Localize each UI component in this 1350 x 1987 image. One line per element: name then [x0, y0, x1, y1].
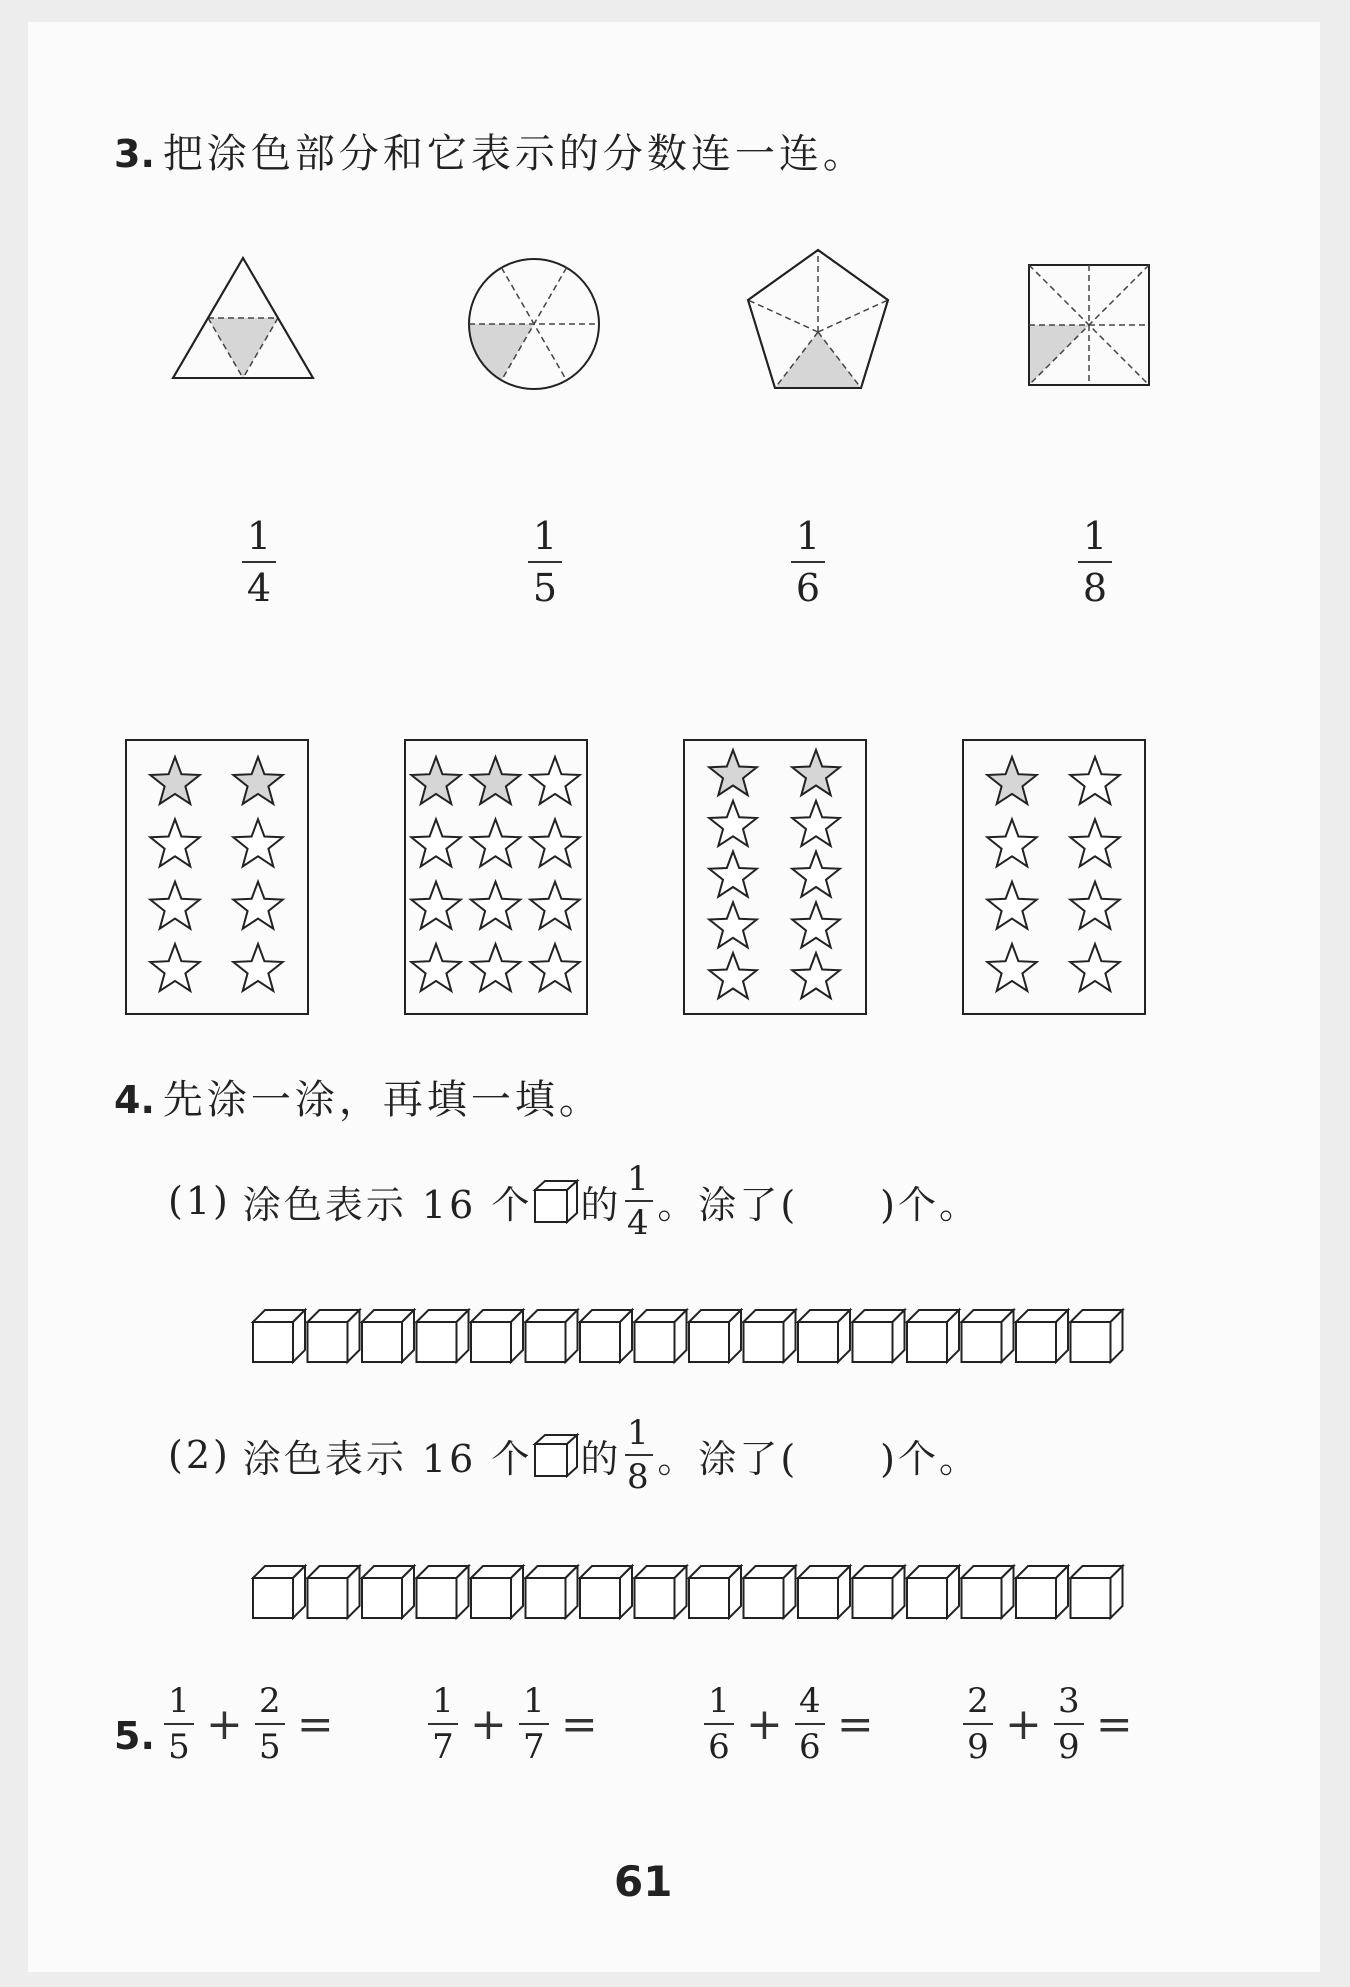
addend-a	[963, 1681, 993, 1767]
fraction-1-5[interactable]	[528, 514, 562, 610]
cube-icon[interactable]	[471, 1566, 523, 1618]
cube-icon[interactable]	[853, 1310, 905, 1362]
star-icon[interactable]	[411, 819, 460, 866]
q5-equation-2	[428, 1681, 610, 1767]
cube-icon[interactable]	[635, 1310, 687, 1362]
part-fraction	[625, 1413, 653, 1497]
star-icon[interactable]	[1070, 757, 1119, 804]
q4-part-1	[168, 1159, 981, 1243]
star-icon[interactable]	[987, 882, 1036, 929]
equals-sign: =	[296, 1698, 334, 1750]
fraction-bar	[963, 1723, 993, 1725]
cube-icon[interactable]	[253, 1310, 305, 1362]
shaded-star-icon[interactable]	[233, 757, 282, 804]
cube-row-2[interactable]	[250, 1563, 1160, 1623]
star-icon[interactable]	[530, 944, 579, 991]
fraction-numerator: 1	[432, 1681, 454, 1721]
shaded-star-icon[interactable]	[709, 750, 757, 795]
shaded-star-icon[interactable]	[987, 757, 1036, 804]
circle-icon[interactable]	[464, 254, 604, 394]
fraction-numerator: 1	[708, 1681, 730, 1721]
triangle-icon[interactable]	[168, 252, 318, 382]
fraction-numerator: 1	[1082, 514, 1108, 558]
plus-sign: +	[1005, 1698, 1042, 1750]
q5-equation-1	[164, 1681, 346, 1767]
fraction-numerator: 2	[967, 1681, 989, 1721]
star-group-box[interactable]	[404, 739, 588, 1015]
star-icon[interactable]	[1070, 882, 1119, 929]
fraction-denominator: 6	[799, 1727, 821, 1767]
fraction-bar	[625, 1200, 653, 1202]
fraction-denominator: 6	[795, 566, 821, 610]
cube-icon[interactable]	[1016, 1310, 1068, 1362]
q4-part-2	[168, 1413, 981, 1497]
cube-icon	[532, 1178, 580, 1224]
star-icon[interactable]	[709, 953, 757, 998]
addend-b	[1054, 1681, 1084, 1767]
fraction-numerator: 1	[627, 1413, 652, 1453]
fraction-1-8[interactable]	[1078, 514, 1112, 610]
cube-icon[interactable]	[417, 1310, 469, 1362]
fraction-numerator: 4	[799, 1681, 821, 1721]
q5-equation-4	[963, 1681, 1145, 1767]
shaded-star-icon[interactable]	[150, 757, 199, 804]
fraction-numerator: 1	[532, 514, 558, 558]
star-icon[interactable]	[530, 819, 579, 866]
fraction-denominator: 9	[967, 1727, 989, 1767]
q4-heading	[114, 1068, 603, 1125]
fraction-numerator: 1	[795, 514, 821, 558]
star-group-box[interactable]	[683, 739, 867, 1015]
cube-icon[interactable]	[853, 1566, 905, 1618]
q5-number: 5.	[114, 1714, 155, 1758]
cube-icon[interactable]	[580, 1310, 632, 1362]
star-icon[interactable]	[792, 801, 840, 846]
fraction-denominator: 7	[523, 1727, 545, 1767]
q5-equation-3	[704, 1681, 886, 1767]
fraction-bar	[428, 1723, 458, 1725]
cube-icon[interactable]	[362, 1310, 414, 1362]
star-group-box[interactable]	[962, 739, 1146, 1015]
cube-icon[interactable]	[526, 1310, 578, 1362]
cube-icon[interactable]	[1016, 1566, 1068, 1618]
cube-icon[interactable]	[1071, 1310, 1123, 1362]
cube-icon[interactable]	[308, 1566, 360, 1618]
fraction-denominator: 6	[708, 1727, 730, 1767]
cube-icon[interactable]	[635, 1566, 687, 1618]
star-icon[interactable]	[233, 819, 282, 866]
star-icon[interactable]	[709, 801, 757, 846]
cube-icon[interactable]	[362, 1566, 414, 1618]
addend-b	[519, 1681, 549, 1767]
fraction-denominator: 4	[246, 566, 272, 610]
q3-heading	[114, 122, 867, 179]
fraction-bar	[704, 1723, 734, 1725]
fraction-denominator: 8	[1082, 566, 1108, 610]
star-icon[interactable]	[987, 944, 1036, 991]
cube-icon[interactable]	[907, 1310, 959, 1362]
star-icon[interactable]	[530, 882, 579, 929]
part-text-after[interactable]: 。涂了( )个。	[657, 1182, 981, 1227]
cube-icon[interactable]	[744, 1310, 796, 1362]
equals-sign: =	[560, 1698, 598, 1750]
equals-sign: =	[836, 1698, 874, 1750]
part-text-after[interactable]: 。涂了( )个。	[657, 1436, 981, 1481]
star-icon[interactable]	[709, 902, 757, 947]
cube-icon[interactable]	[308, 1310, 360, 1362]
fraction-bar	[242, 561, 276, 563]
cube-icon[interactable]	[526, 1566, 578, 1618]
fraction-bar	[164, 1723, 194, 1725]
fraction-numerator: 1	[246, 514, 272, 558]
fraction-denominator: 4	[627, 1203, 652, 1243]
q4-number: 4.	[114, 1078, 155, 1122]
fraction-bar	[795, 1723, 825, 1725]
cube-icon[interactable]	[417, 1566, 469, 1618]
cube-icon[interactable]	[689, 1566, 741, 1618]
fraction-numerator: 2	[259, 1681, 281, 1721]
fraction-numerator: 3	[1058, 1681, 1080, 1721]
star-icon[interactable]	[411, 882, 460, 929]
star-grid	[127, 741, 306, 1012]
cube-icon[interactable]	[798, 1566, 850, 1618]
star-grid	[406, 741, 585, 1012]
workbook-page	[28, 22, 1320, 1972]
star-group-box[interactable]	[125, 739, 309, 1015]
star-icon[interactable]	[471, 944, 520, 991]
part-fraction	[625, 1159, 653, 1243]
star-icon[interactable]	[471, 882, 520, 929]
star-icon[interactable]	[233, 882, 282, 929]
star-icon[interactable]	[411, 944, 460, 991]
fraction-denominator: 5	[259, 1727, 281, 1767]
addend-a	[704, 1681, 734, 1767]
star-icon[interactable]	[792, 852, 840, 897]
part-text-mid: 的	[580, 1182, 622, 1227]
fraction-denominator: 9	[1058, 1727, 1080, 1767]
page-number: 61	[614, 1857, 673, 1906]
cube-icon[interactable]	[253, 1566, 305, 1618]
fraction-denominator: 5	[168, 1727, 190, 1767]
plus-sign: +	[746, 1698, 783, 1750]
fraction-bar	[528, 561, 562, 563]
star-icon[interactable]	[471, 819, 520, 866]
star-icon[interactable]	[1070, 944, 1119, 991]
fraction-bar	[519, 1723, 549, 1725]
cube-icon	[532, 1432, 580, 1478]
fraction-bar	[255, 1723, 285, 1725]
star-grid	[685, 741, 864, 1012]
star-icon[interactable]	[709, 852, 757, 897]
part-text-before: 涂色表示 16 个	[242, 1436, 533, 1481]
part-text-before: 涂色表示 16 个	[242, 1182, 533, 1227]
fraction-denominator: 5	[532, 566, 558, 610]
fraction-numerator: 1	[523, 1681, 545, 1721]
fraction-1-4[interactable]	[242, 514, 276, 610]
shaded-star-icon[interactable]	[471, 757, 520, 804]
star-icon[interactable]	[1070, 819, 1119, 866]
cube-icon[interactable]	[798, 1310, 850, 1362]
part-label: (2)	[168, 1433, 231, 1477]
shaded-star-icon[interactable]	[792, 750, 840, 795]
star-icon[interactable]	[233, 944, 282, 991]
cube-icon[interactable]	[471, 1310, 523, 1362]
cube-icon[interactable]	[744, 1566, 796, 1618]
q3-instruction: 把涂色部分和它表示的分数连一连。	[162, 131, 867, 177]
cube-row-1[interactable]	[250, 1307, 1160, 1367]
cube-icon[interactable]	[580, 1566, 632, 1618]
star-icon[interactable]	[530, 757, 579, 804]
fraction-bar	[1054, 1723, 1084, 1725]
fraction-bar	[791, 561, 825, 563]
q4-instruction: 先涂一涂，再填一填。	[162, 1077, 603, 1123]
pentagon-icon[interactable]	[740, 244, 896, 394]
addend-b	[795, 1681, 825, 1767]
addend-a	[428, 1681, 458, 1767]
plus-sign: +	[470, 1698, 507, 1750]
addend-a	[164, 1681, 194, 1767]
star-icon[interactable]	[150, 882, 199, 929]
star-icon[interactable]	[987, 819, 1036, 866]
part-label: (1)	[168, 1179, 231, 1223]
cube-icon[interactable]	[962, 1310, 1014, 1362]
square-icon[interactable]	[1026, 262, 1152, 388]
plus-sign: +	[206, 1698, 243, 1750]
equals-sign: =	[1095, 1698, 1133, 1750]
star-icon[interactable]	[150, 819, 199, 866]
fraction-1-6[interactable]	[791, 514, 825, 610]
fraction-denominator: 7	[432, 1727, 454, 1767]
fraction-denominator: 8	[627, 1457, 652, 1497]
fraction-numerator: 1	[627, 1159, 652, 1199]
cube-icon[interactable]	[962, 1566, 1014, 1618]
addend-b	[255, 1681, 285, 1767]
star-grid	[964, 741, 1143, 1012]
fraction-numerator: 1	[168, 1681, 190, 1721]
fraction-bar	[1078, 561, 1112, 563]
fraction-bar	[625, 1454, 653, 1456]
shaded-star-icon[interactable]	[411, 757, 460, 804]
cube-icon[interactable]	[689, 1310, 741, 1362]
part-text-mid: 的	[580, 1436, 622, 1481]
cube-icon[interactable]	[907, 1566, 959, 1618]
star-icon[interactable]	[792, 953, 840, 998]
q3-number: 3.	[114, 132, 155, 176]
cube-icon[interactable]	[1071, 1566, 1123, 1618]
star-icon[interactable]	[150, 944, 199, 991]
star-icon[interactable]	[792, 902, 840, 947]
